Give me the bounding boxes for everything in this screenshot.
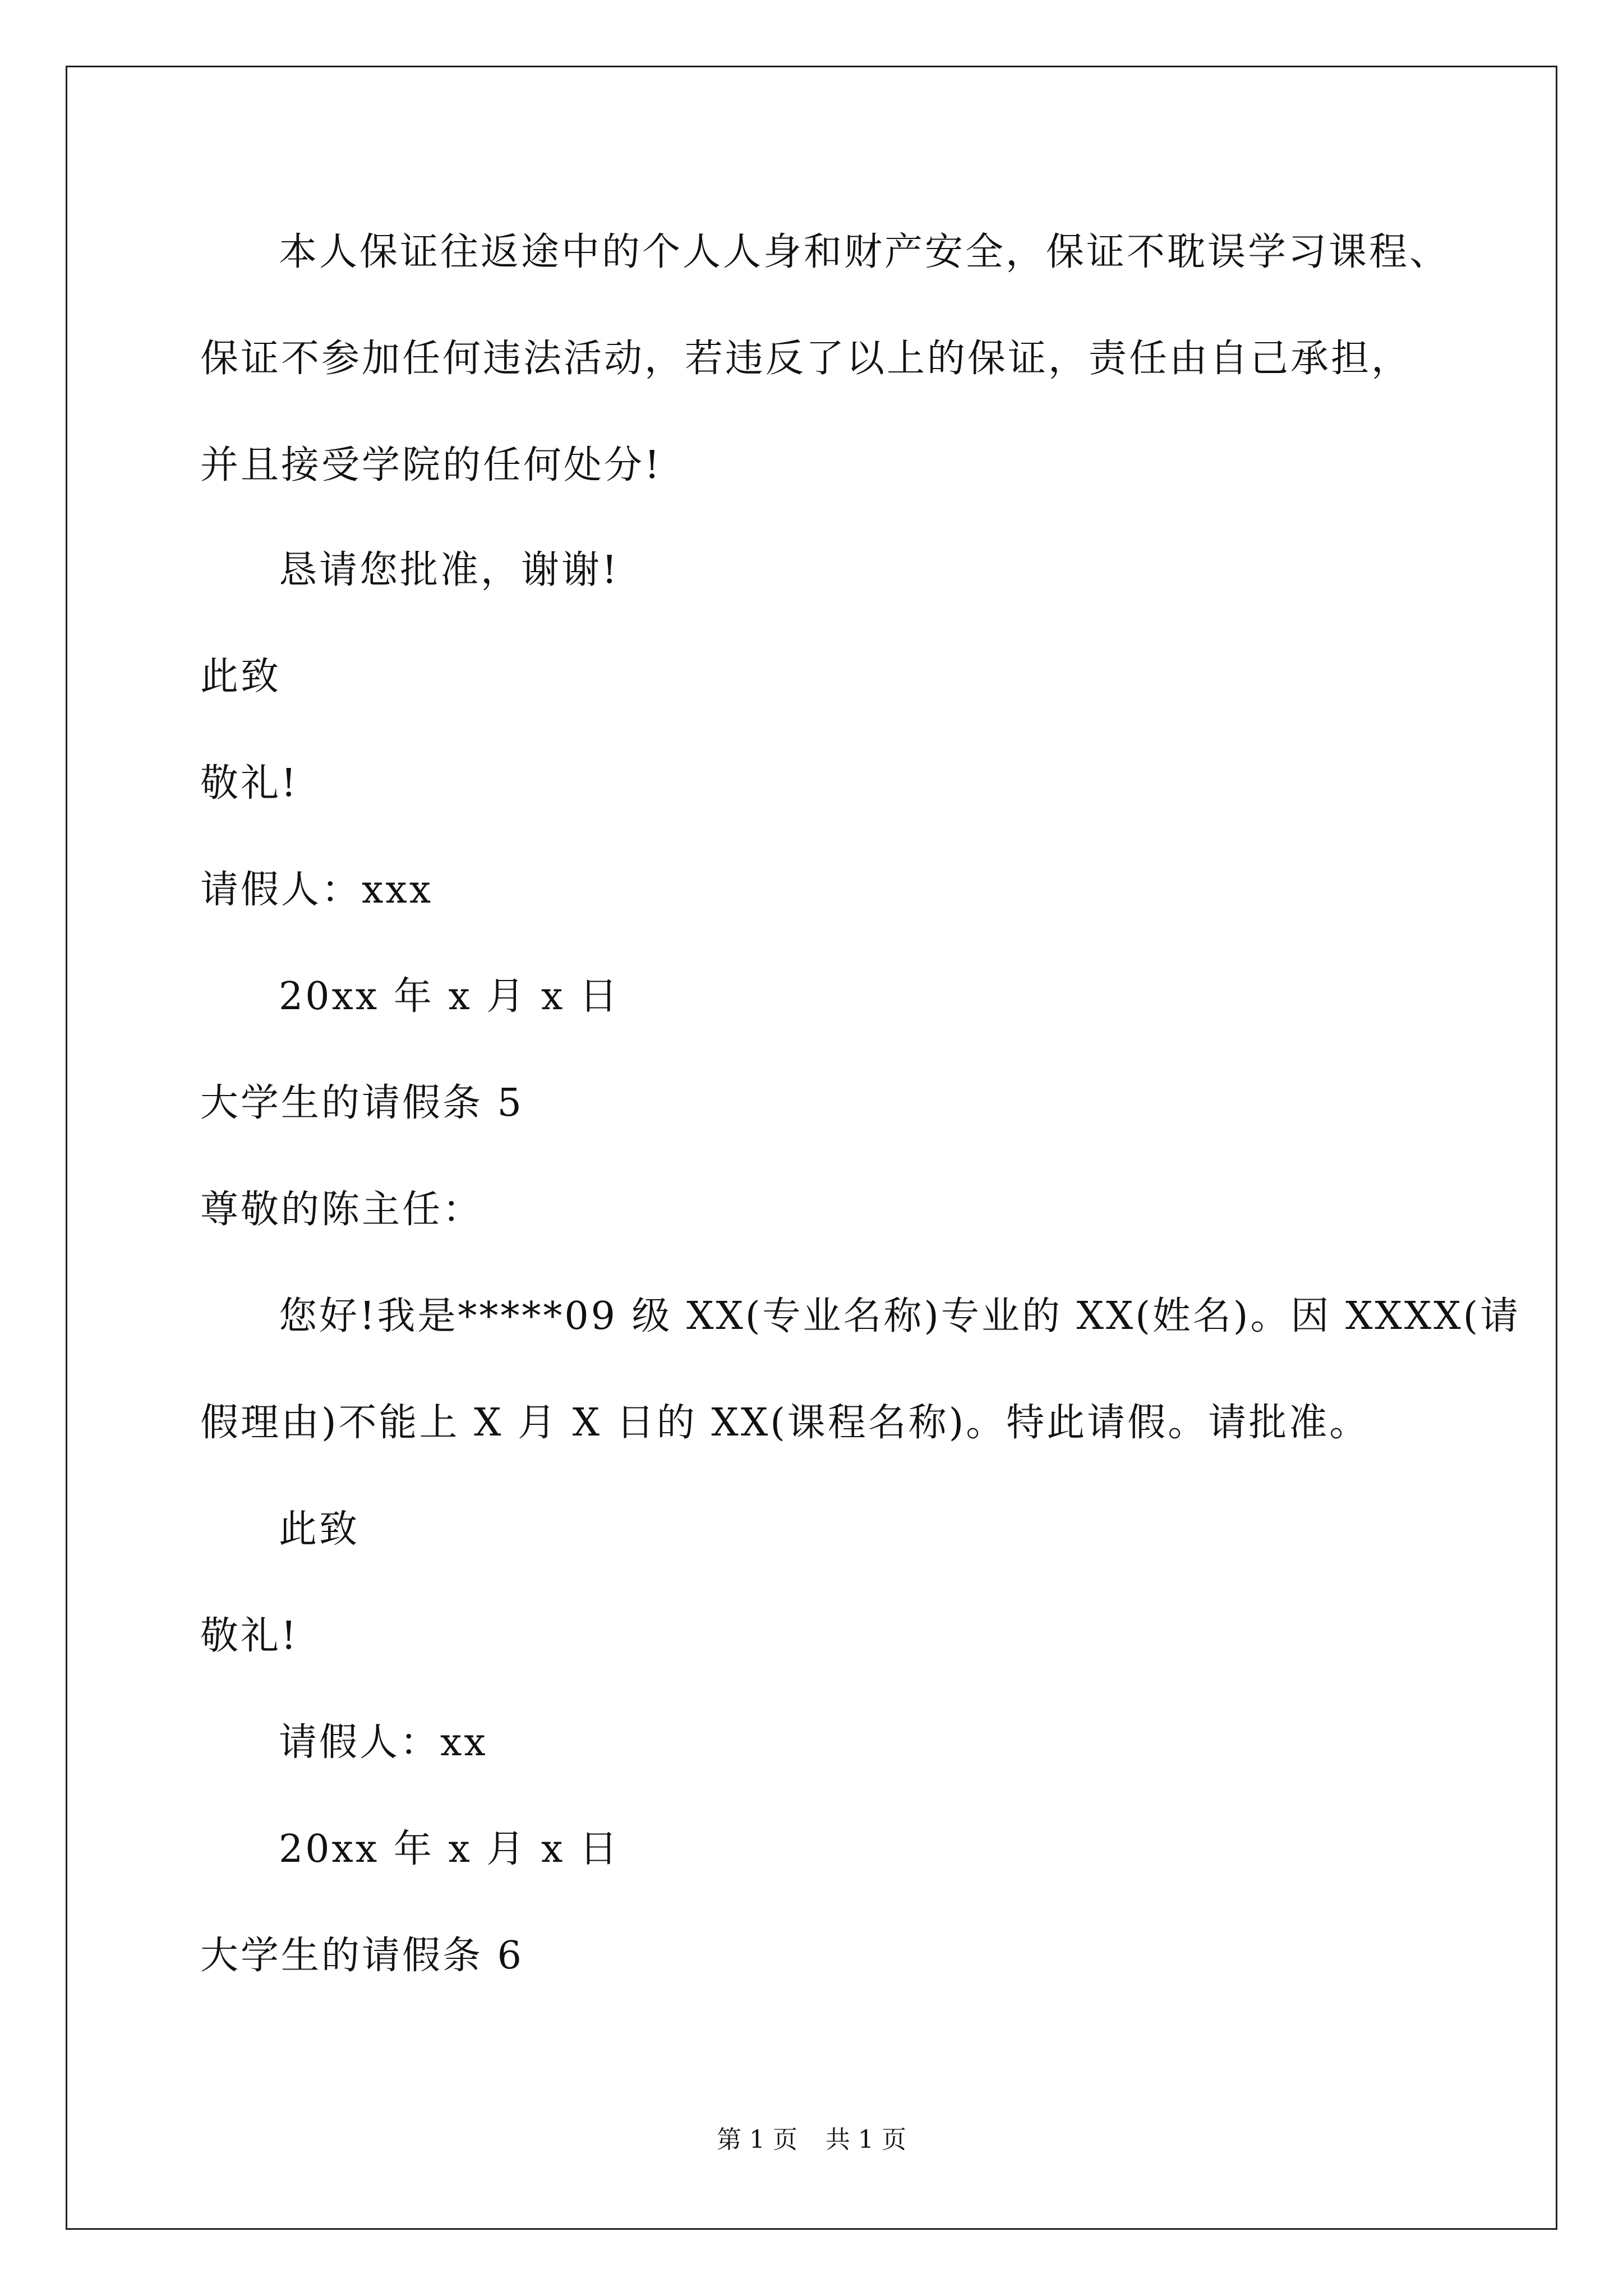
body-line-1: 本人保证往返途中的个人人身和财产安全，保证不耽误学习课程、 xyxy=(279,230,1450,274)
body-line-4: 恳请您批准，谢谢! xyxy=(279,548,620,592)
body-line-2: 保证不参加任何违法活动，若违反了以上的保证，责任由自己承担， xyxy=(200,337,1412,381)
body-line-3: 并且接受学院的任何处分! xyxy=(200,443,662,487)
section-heading-5: 大学生的请假条 5 xyxy=(200,1081,524,1125)
body-line-14: 敬礼! xyxy=(200,1614,299,1658)
section-heading-6: 大学生的请假条 6 xyxy=(200,1934,524,1978)
page-number-total: 共 1 页 xyxy=(826,2125,906,2154)
body-line-7: 请假人：xxx xyxy=(200,868,434,912)
body-line-16: 20xx 年 x 月 x 日 xyxy=(279,1827,620,1871)
page-border xyxy=(66,66,1557,2230)
body-line-5: 此致 xyxy=(200,655,282,699)
body-line-13: 此致 xyxy=(279,1507,360,1552)
body-line-12: 假理由)不能上 X 月 X 日的 XX(课程名称)。特此请假。请批准。 xyxy=(200,1401,1370,1445)
body-line-8: 20xx 年 x 月 x 日 xyxy=(279,974,620,1019)
page-footer xyxy=(0,2123,1623,2157)
page-number-current: 第 1 页 xyxy=(717,2125,797,2154)
body-line-10: 尊敬的陈主任： xyxy=(200,1188,483,1232)
body-line-11: 您好!我是*****09 级 XX(专业名称)专业的 XX(姓名)。因 XXXX(请 xyxy=(279,1294,1521,1338)
body-line-15: 请假人：xx xyxy=(279,1720,488,1765)
body-line-6: 敬礼! xyxy=(200,761,299,806)
